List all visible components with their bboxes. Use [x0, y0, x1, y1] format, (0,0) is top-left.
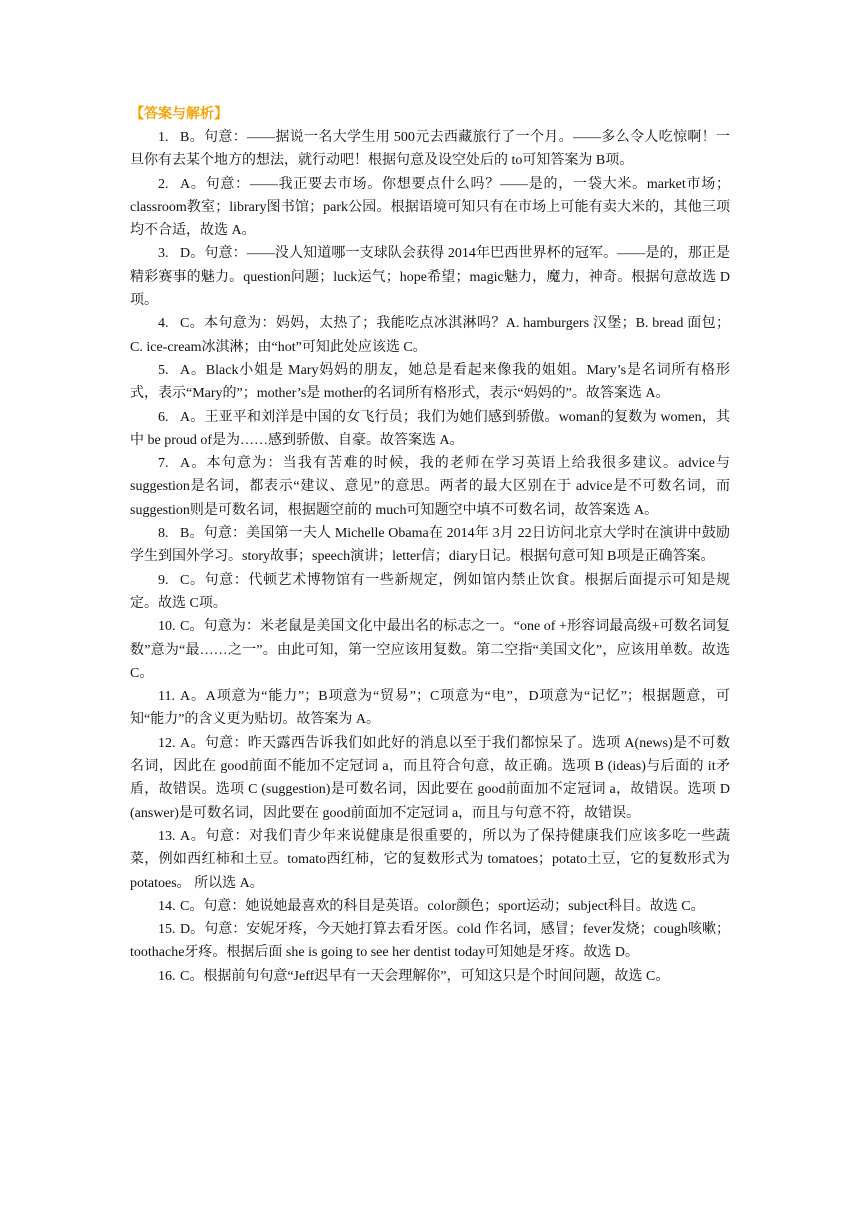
answer-text: C。句意：她说她最喜欢的科目是英语。color颜色；sport运动；subject科目。故选 C。: [180, 898, 705, 914]
answer-number: 10.: [158, 619, 176, 635]
section-heading: 【答案与解析】: [130, 106, 228, 122]
answer-number: 1.: [158, 130, 169, 145]
answer-item: [130, 825, 730, 895]
answer-number: 8.: [158, 526, 169, 542]
answer-document: [130, 104, 730, 988]
answer-item: [130, 452, 730, 522]
answer-number: 11.: [158, 689, 175, 705]
answer-item: [130, 406, 730, 453]
answer-text: A。A项意为“能力”；B项意为“贸易”；C项意为“电”，D项意为“记忆”；根据题意，可知“能力”的含义更为贴切。故答案为 A。: [130, 689, 730, 728]
answer-number: 4.: [158, 316, 169, 332]
answer-text: A。句意：——我正要去市场。你想要点什么吗？——是的，一袋大米。market市场；classroom教室；library图书馆；park公园。根据语境可知只有在市场上可能有卖大米的，其他三项均不合适，故选 A。: [130, 176, 730, 239]
answer-text: C。根据前句句意“Jeff迟早有一天会理解你”，可知这只是个时间问题，故选 C。: [180, 968, 670, 984]
answer-item: [130, 685, 730, 732]
answer-text: C。句意：代顿艺术博物馆有一些新规定，例如馆内禁止饮食。根据后面提示可知是规定。故选 C项。: [130, 572, 730, 611]
answer-text: D。句意：安妮牙疼，今天她打算去看牙医。cold 作名词，感冒；fever发烧；cough咳嗽；toothache牙疼。根据后面 she is going to see her dentist today可知她是牙疼。故选 D。: [130, 922, 730, 961]
answer-number: 3.: [158, 246, 169, 262]
answer-item: [130, 732, 730, 825]
answer-number: 14.: [158, 898, 176, 914]
answer-text: D。句意：——没人知道哪一支球队会获得 2014年巴西世界杯的冠军。——是的，那正是精彩赛事的魅力。question问题；luck运气；hope希望；magic魅力，魔力，神奇。根据句意故选 D项。: [130, 246, 730, 309]
answer-text: C。本句意为：妈妈，太热了；我能吃点冰淇淋吗？A. hamburgers 汉堡；B. bread 面包；C. ice-cream冰淇淋；由“hot”可知此处应该选 C。: [130, 316, 730, 355]
answer-item: [130, 615, 730, 685]
answer-item: [130, 173, 730, 243]
answer-text: B。句意：美国第一夫人 Michelle Obama在 2014年 3月 22日访问北京大学时在演讲中鼓励学生到国外学习。story故事；speech演讲；letter信；diary日记。根据句意可知 B项是正确答案。: [130, 526, 730, 565]
answer-text: A。王亚平和刘洋是中国的女飞行员；我们为她们感到骄傲。woman的复数为 women，其中 be proud of是为……感到骄傲、自豪。故答案选 A。: [130, 409, 730, 448]
answer-text: A。句意：昨天露西告诉我们如此好的消息以至于我们都惊呆了。选项 A(news)是不可数名词，因此在 good前面不能加不定冠词 a，而且符合句意，故正确。选项 B (ideas)与后面的 it矛盾，故错误。选项 C (suggestion)是可数名词，因此要在 good前面加不定冠词 a，故错误。选项 D (answer)是可数名词，因此要在 good前面加不定冠词 a，而且与句意不符，故错误。: [130, 735, 730, 821]
answer-item: [130, 895, 730, 918]
answer-item: [130, 126, 730, 173]
answer-item: [130, 918, 730, 965]
answer-text: A。本句意为：当我有苦难的时候，我的老师在学习英语上给我很多建议。advice与 suggestion是名词，都表示“建议、意见”的意思。两者的最大区别在于 advice是不可数名词，而 suggestion则是可数名词，根据题空前的 much可知题空中填不可数名词，故答案选 A。: [130, 456, 730, 518]
answer-list: [130, 126, 730, 988]
answer-item: [130, 522, 730, 569]
answer-text: B。句意：——据说一名大学生用 500元去西藏旅行了一个月。——多么令人吃惊啊！一旦你有去某个地方的想法，就行动吧！根据句意及设空处后的 to可知答案为 B项。: [130, 130, 730, 169]
answer-text: A。句意：对我们青少年来说健康是很重要的，所以为了保持健康我们应该多吃一些蔬菜，例如西红柿和土豆。tomato西红柿，它的复数形式为 tomatoes；potato土豆，它的复数形式为 potatoes。 所以选 A。: [130, 828, 730, 891]
answer-number: 6.: [158, 409, 169, 425]
answer-number: 9.: [158, 572, 169, 588]
answer-item: [130, 312, 730, 359]
answer-item: [130, 242, 730, 312]
answer-item: [130, 569, 730, 616]
answer-number: 7.: [158, 456, 169, 472]
answer-number: 12.: [158, 735, 176, 751]
answer-text: C。句意为：米老鼠是美国文化中最出名的标志之一。“one of +形容词最高级+可数名词复数”意为“最……之一”。由此可知，第一空应该用复数。第二空指“美国文化”，应该用单数。故选 C。: [130, 619, 730, 681]
answer-number: 16.: [158, 968, 176, 984]
answer-number: 5.: [158, 362, 169, 378]
answer-number: 13.: [158, 828, 176, 844]
answer-item: [130, 965, 730, 988]
answer-text: A。Black小姐是 Mary妈妈的朋友，她总是看起来像我的姐姐。Mary’s是名词所有格形式，表示“Mary的”；mother’s是 mother的名词所有格形式，表示“妈妈的”。故答案选 A。: [130, 362, 730, 402]
answer-number: 15.: [158, 922, 176, 938]
answer-item: [130, 359, 730, 406]
answer-number: 2.: [158, 176, 169, 192]
